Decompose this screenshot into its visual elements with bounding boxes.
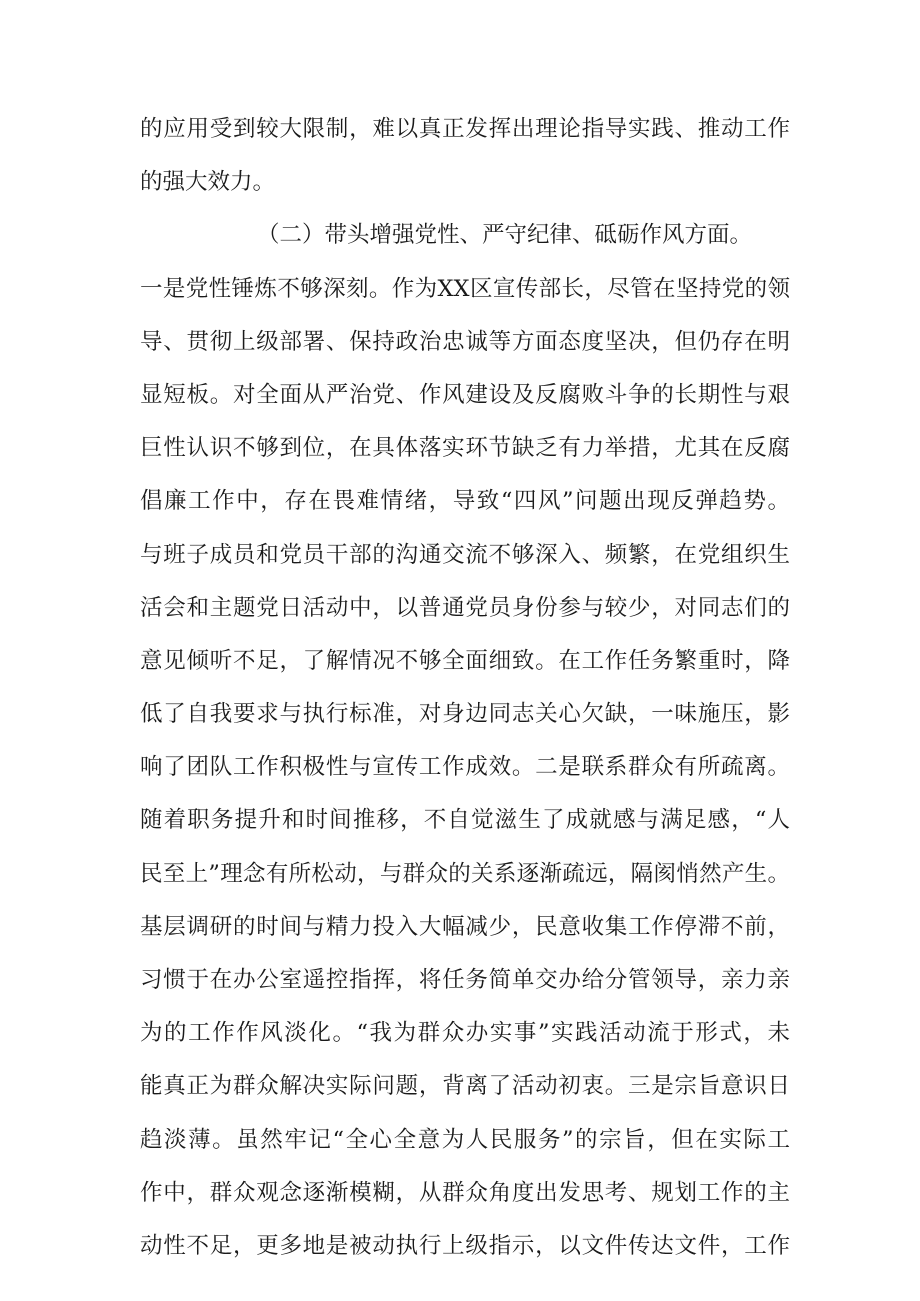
- text-line: 意见倾听不足，了解情况不够全面细致。在工作任务繁重时，降: [140, 647, 790, 674]
- text-line: 的应用受到较大限制，难以真正发挥出理论指导实践、推动工作: [140, 116, 790, 142]
- text-line: 巨性认识不够到位，在具体落实环节缺乏有力举措，尤其在反腐: [140, 435, 790, 462]
- text-line: 趋淡薄。虽然牢记“全心全意为人民服务”的宗旨，但在实际工: [140, 1126, 790, 1153]
- text-line: 响了团队工作积极性与宣传工作成效。二是联系群众有所疏离。: [140, 754, 790, 781]
- text-line: 低了自我要求与执行标准，对身边同志关心欠缺，一味施压，影: [140, 701, 790, 728]
- text-line: 活会和主题党日活动中，以普通党员身份参与较少，对同志们的: [140, 594, 790, 621]
- text-line: 动性不足，更多地是被动执行上级指示，以文件传达文件，工作: [140, 1232, 790, 1259]
- text-line: 与班子成员和党员干部的沟通交流不够深入、频繁，在党组织生: [140, 541, 790, 568]
- text-line: 随着职务提升和时间推移，不自觉滋生了成就感与满足感，“人: [140, 807, 790, 834]
- text-line: 导、贯彻上级部署、保持政治忠诚等方面态度坚决，但仍存在明: [140, 328, 790, 355]
- text-line: 的强大效力。: [140, 169, 276, 196]
- text-line: 习惯于在办公室遥控指挥，将任务简单交办给分管领导，亲力亲: [140, 967, 790, 993]
- text-line: 作中，群众观念逐渐模糊，从群众角度出发思考、规划工作的主: [140, 1179, 790, 1206]
- text-line: 基层调研的时间与精力投入大幅减少，民意收集工作停滞不前，: [140, 913, 790, 940]
- text-line: 一是党性锤炼不够深刻。作为XX区宣传部长，尽管在坚持党的领: [140, 275, 790, 302]
- text-line: 显短板。对全面从严治党、作风建设及反腐败斗争的长期性与艰: [140, 381, 790, 408]
- text-line: 民至上”理念有所松动，与群众的关系逐渐疏远，隔阂悄然产生。: [140, 860, 790, 887]
- section-heading: （二）带头增强党性、严守纪律、砥砺作风方面。: [257, 222, 753, 249]
- document-body: [140, 103, 790, 1273]
- text-line: 为的工作作风淡化。“我为群众办实事”实践活动流于形式，未: [140, 1020, 790, 1047]
- text-line: 能真正为群众解决实际问题，背离了活动初衷。三是宗旨意识日: [140, 1073, 790, 1100]
- text-line: 倡廉工作中，存在畏难情绪，导致“四风”问题出现反弹趋势。: [140, 488, 790, 515]
